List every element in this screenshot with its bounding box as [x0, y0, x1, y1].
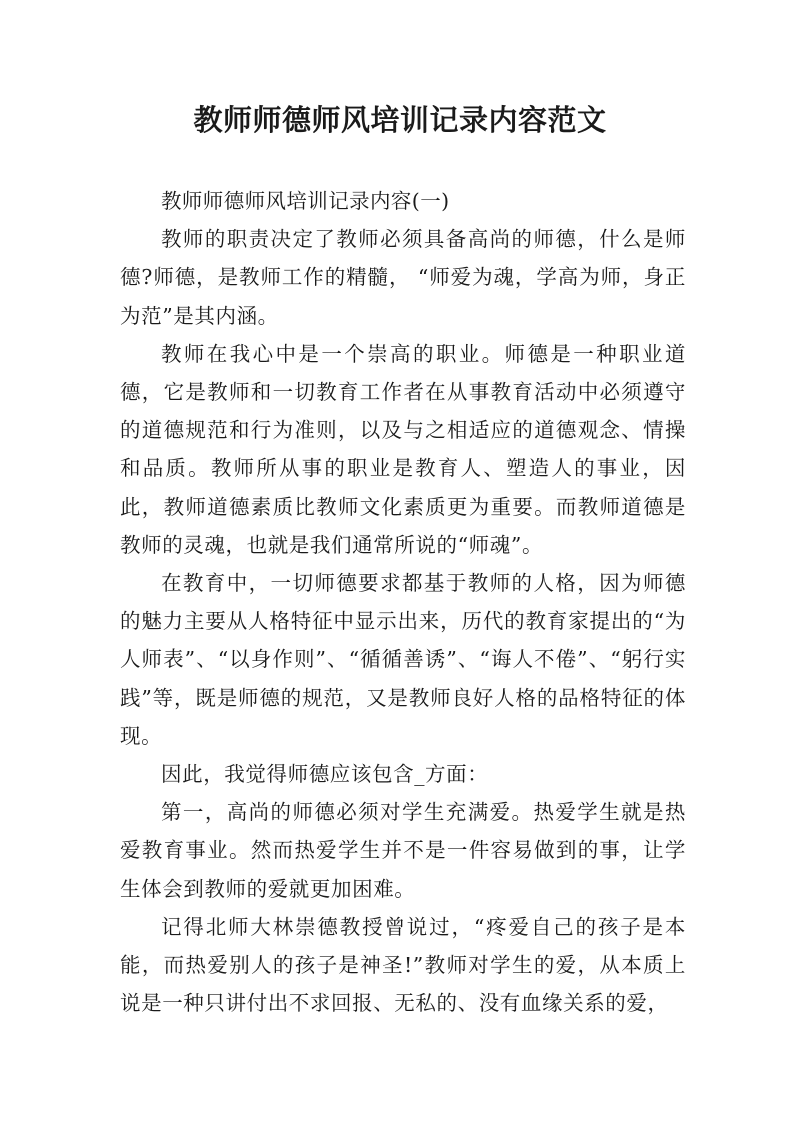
section-heading: 教师师德师风培训记录内容(一) [161, 189, 450, 213]
paragraph-profession: 教师在我心中是一个崇高的职业。师德是一种职业道德，它是教师和一切教育工作者在从事教育活动中必须遵守的道德规范和行为准则，以及与之相适应的道德观念、情操和品质。教师所从事的职业是教育人、塑造人的事业，因此，教师道德素质比教师文化素质更为重要。而教师道德是教师的灵魂，也就是我们通常所说的“师魂”。 [120, 341, 686, 557]
paragraph-quote: 记得北师大林崇德教授曾说过，“疼爱自己的孩子是本能，而热爱别人的孩子是神圣!”教师对学生的爱，从本质上说是一种只讲付出不求回报、无私的、没有血缘关系的爱， [120, 914, 686, 1016]
paragraph-first-aspect: 第一，高尚的师德必须对学生充满爱。热爱学生就是热爱教育事业。然而热爱学生并不是一件容易做到的事，让学生体会到教师的爱就更加困难。 [120, 800, 686, 901]
paragraph-aspects-intro: 因此，我觉得师德应该包含_方面： [161, 762, 489, 787]
paragraph-personality: 在教育中，一切师德要求都基于教师的人格，因为师德的魅力主要从人格特征中显示出来，历代的教育家提出的“为人师表”、“以身作则”、“循循善诱”、“诲人不倦”、“躬行实践”等，既是师德的规范，又是教师良好人格的品格特征的体现。 [120, 571, 686, 748]
paragraph-duty: 教师的职责决定了教师必须具备高尚的师德，什么是师德?师德，是教师工作的精髓， “师爱为魂，学高为师，身正为范”是其内涵。 [120, 227, 686, 328]
document-body [120, 182, 686, 1022]
document-title: 教师师德师风培训记录内容范文 [193, 103, 607, 137]
